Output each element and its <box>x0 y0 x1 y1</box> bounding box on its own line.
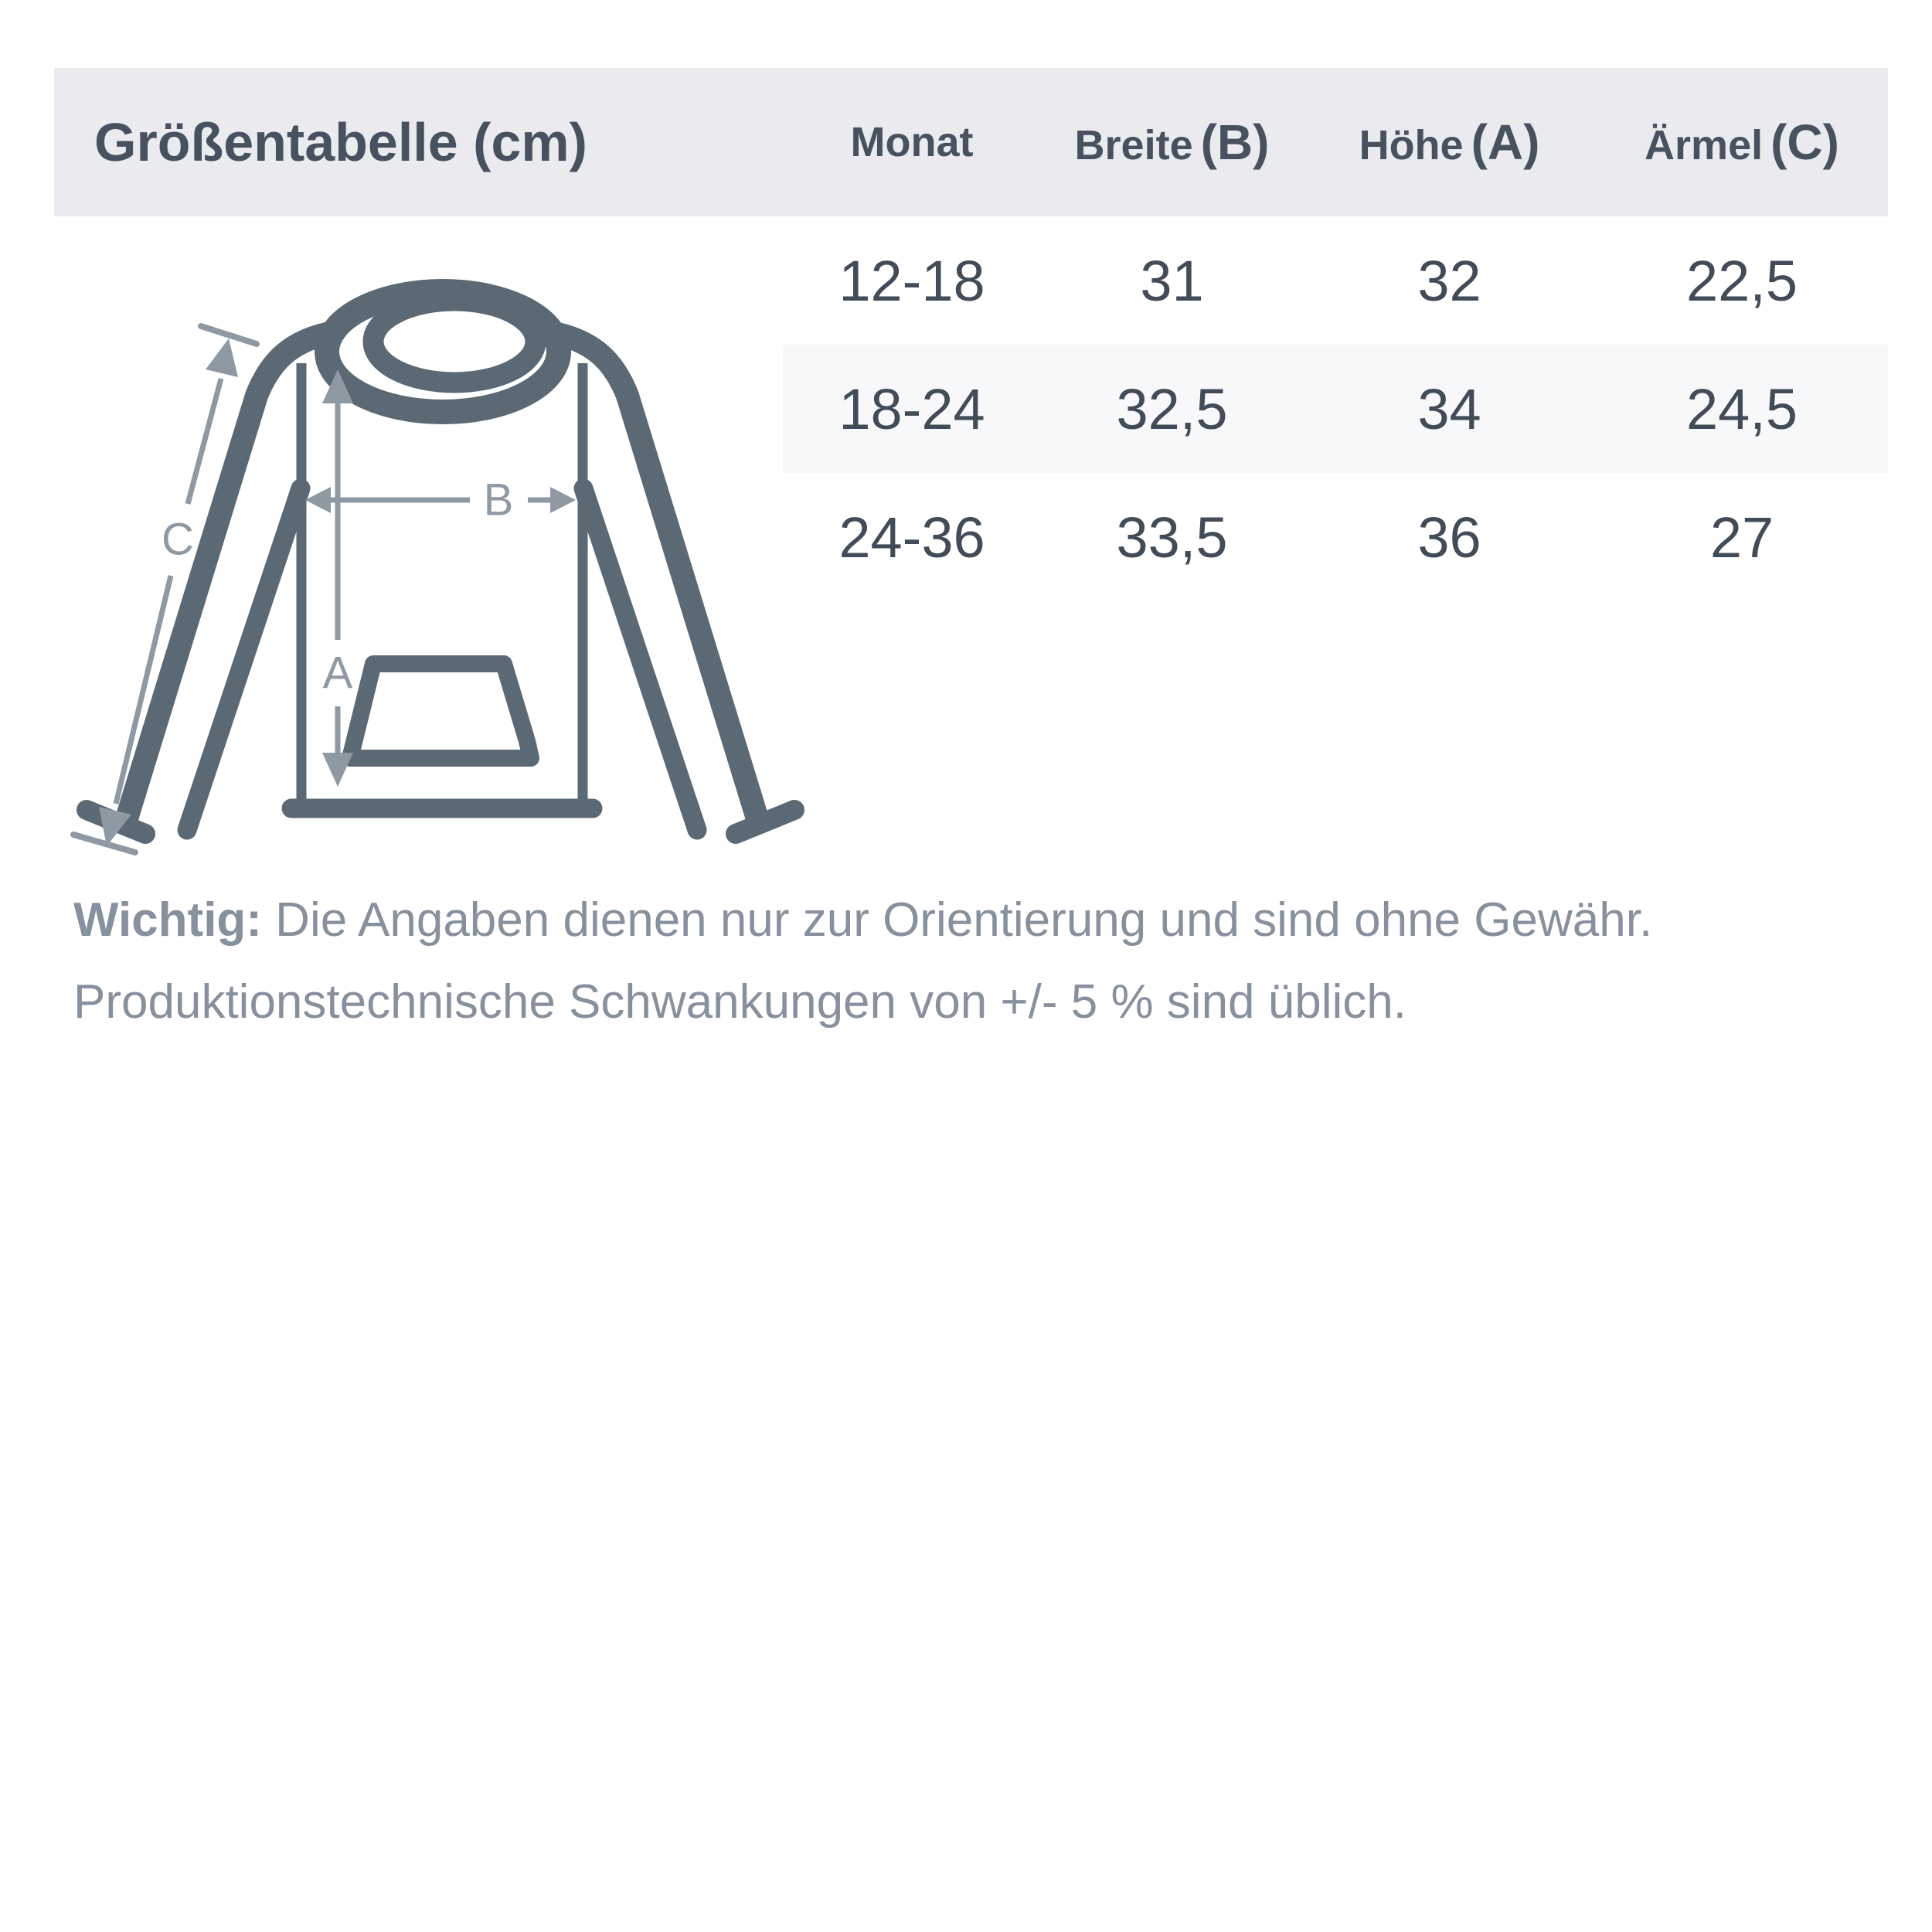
hoodie-measurement-diagram <box>62 255 796 873</box>
column-header-monat <box>783 118 1041 166</box>
column-header-aermel <box>1596 114 1888 171</box>
label-a: A <box>322 648 353 699</box>
note-line-1 <box>73 879 1866 961</box>
measure-b-arrow <box>305 475 576 526</box>
measure-c-arrow <box>73 326 257 852</box>
hood-inner-ring <box>373 301 536 383</box>
cell-breite: 31 <box>1140 248 1204 313</box>
cell-monat: 18-24 <box>783 345 1041 473</box>
cell-monat: 24-36 <box>838 505 985 570</box>
cell-breite: 33,5 <box>1116 505 1228 570</box>
arrowhead-down-icon <box>322 753 353 787</box>
note-text-1: Die Angaben dienen nur zur Orientierung und sind ohne Gewähr. <box>261 893 1653 947</box>
arrowhead-up-right-icon <box>206 338 238 377</box>
measure-a-arrow <box>322 369 353 787</box>
note-bold-label: Wichtig: <box>73 893 262 947</box>
column-label: Ärmel <box>1645 122 1764 168</box>
arrowhead-right-icon <box>550 487 576 513</box>
column-label: Breite <box>1074 122 1193 168</box>
column-header-breite <box>1041 114 1303 171</box>
label-b: B <box>483 474 514 526</box>
cell-breite: 32,5 <box>1041 345 1303 473</box>
hoodie-diagram-svg <box>62 255 796 873</box>
cell-hoehe: 32 <box>1417 248 1481 313</box>
cell-hoehe: 36 <box>1417 505 1481 570</box>
disclaimer-note <box>73 879 1866 1043</box>
kangaroo-pocket <box>350 664 531 758</box>
page-title: Größentabelle (cm) <box>94 112 587 172</box>
note-line-2: Produktionstechnische Schwankungen von +/- 5 % sind üblich. <box>73 975 1406 1029</box>
cell-monat: 12-18 <box>838 248 985 313</box>
column-dim-letter: (A) <box>1471 114 1540 170</box>
column-label: Höhe <box>1359 122 1464 168</box>
column-dim-letter: (B) <box>1200 114 1270 170</box>
cell-aermel: 27 <box>1709 505 1774 570</box>
column-label: Monat <box>850 119 974 165</box>
column-dim-letter: (C) <box>1770 114 1839 170</box>
dimension-tick-bottom <box>73 835 135 852</box>
cell-aermel: 22,5 <box>1685 248 1798 313</box>
column-header-hoehe <box>1303 114 1596 171</box>
cell-hoehe: 34 <box>1303 345 1596 473</box>
table-header-row <box>54 68 1888 216</box>
label-c: C <box>162 514 194 565</box>
cell-aermel: 24,5 <box>1596 345 1888 473</box>
